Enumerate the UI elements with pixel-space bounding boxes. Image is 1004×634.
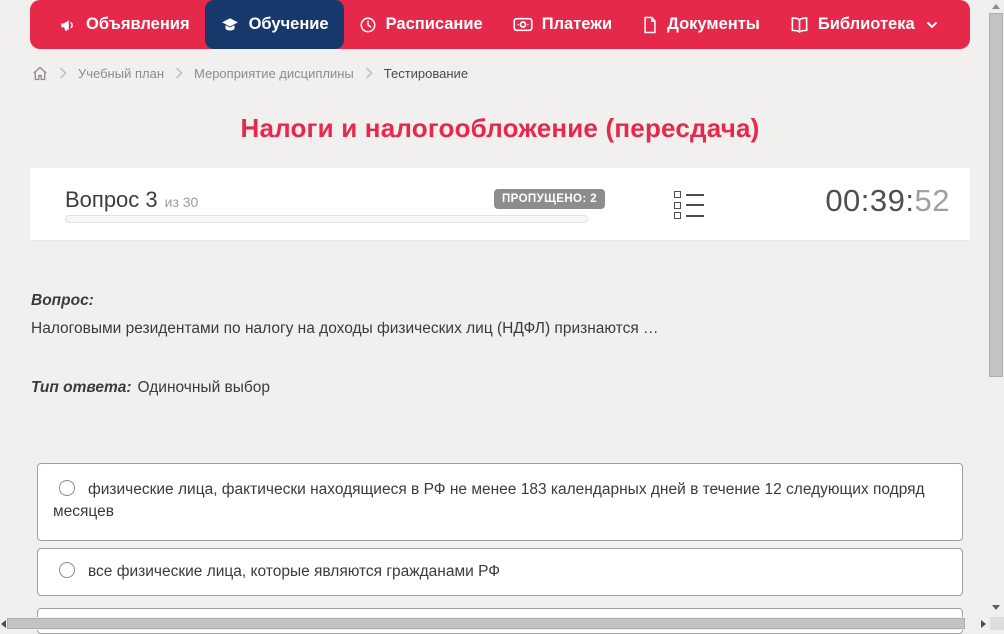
breadcrumb-separator-icon <box>175 67 183 79</box>
nav-item-schedule[interactable] <box>344 0 498 49</box>
answer-type-value: Одиночный выбор <box>137 379 271 396</box>
question-header-card <box>30 168 970 240</box>
nav-item-label: Платежи <box>541 15 613 33</box>
scroll-right-arrow-icon[interactable] <box>981 620 986 628</box>
breadcrumb <box>32 64 468 82</box>
question-number-label: Вопрос 3 <box>65 187 158 212</box>
document-icon <box>642 16 658 34</box>
breadcrumb-separator-icon <box>59 67 67 79</box>
vertical-scrollbar[interactable] <box>988 0 1004 617</box>
nav-item-announcements[interactable] <box>44 0 205 49</box>
horizontal-scrollbar[interactable] <box>0 617 990 630</box>
answer-option-text: все физические лица, которые являются гражданами РФ <box>88 563 501 580</box>
countdown-timer <box>825 183 950 219</box>
megaphone-icon <box>59 16 77 34</box>
nav-item-documents[interactable] <box>627 0 775 49</box>
progress-bar <box>65 215 588 223</box>
scroll-up-arrow-icon[interactable] <box>992 4 1000 9</box>
main-navigation <box>30 0 970 49</box>
breadcrumb-item-testing: Тестирование <box>383 65 469 81</box>
question-text: Налоговыми резидентами по налогу на доходы физических лиц (НДФЛ) признаются … <box>31 320 659 337</box>
nav-item-library[interactable] <box>775 0 953 49</box>
timer-hours-minutes: 00:39: <box>825 183 915 218</box>
scrollbar-corner <box>990 617 1004 630</box>
radio-button[interactable] <box>59 562 75 578</box>
nav-item-label: Расписание <box>385 15 483 33</box>
scroll-left-arrow-icon[interactable] <box>1 620 6 628</box>
nav-item-label: Документы <box>667 15 760 33</box>
answer-option[interactable] <box>37 548 963 596</box>
question-section-label: Вопрос: <box>31 292 94 309</box>
nav-item-learning[interactable] <box>205 0 344 49</box>
nav-item-payments[interactable] <box>498 0 627 49</box>
timer-seconds: 52 <box>914 183 950 218</box>
page-title: Налоги и налогообложение (пересдача) <box>240 113 760 143</box>
radio-button[interactable] <box>59 480 75 496</box>
nav-item-label: Обучение <box>248 15 329 33</box>
breadcrumb-item-discipline-event[interactable]: Мероприятие дисциплины <box>194 65 354 81</box>
banknote-icon <box>513 16 533 33</box>
nav-item-label: Библиотека <box>817 15 915 33</box>
question-list-icon <box>674 191 704 198</box>
breadcrumb-item-study-plan[interactable]: Учебный план <box>78 65 164 81</box>
question-list-button[interactable] <box>674 191 704 219</box>
vertical-scrollbar-thumb[interactable] <box>989 13 1003 377</box>
skipped-badge: ПРОПУЩЕНО: 2 <box>494 189 605 209</box>
chevron-down-icon <box>926 21 938 29</box>
question-number <box>65 187 198 213</box>
graduation-cap-icon <box>220 16 240 34</box>
scroll-down-arrow-icon[interactable] <box>992 605 1000 610</box>
nav-item-label: Объявления <box>86 15 190 33</box>
home-icon[interactable] <box>32 66 48 81</box>
answer-option-text: физические лица, фактически находящиеся в РФ не менее 183 календарных дней в течение 12 следующих подряд месяцев <box>53 481 925 520</box>
horizontal-scrollbar-thumb[interactable] <box>7 618 965 629</box>
answer-option[interactable] <box>37 463 963 541</box>
question-total-label: из 30 <box>164 194 199 210</box>
open-book-icon <box>790 16 809 34</box>
answer-type-label: Тип ответа: <box>31 379 132 396</box>
clock-icon <box>359 16 377 34</box>
answer-type <box>31 379 270 397</box>
breadcrumb-separator-icon <box>365 67 373 79</box>
